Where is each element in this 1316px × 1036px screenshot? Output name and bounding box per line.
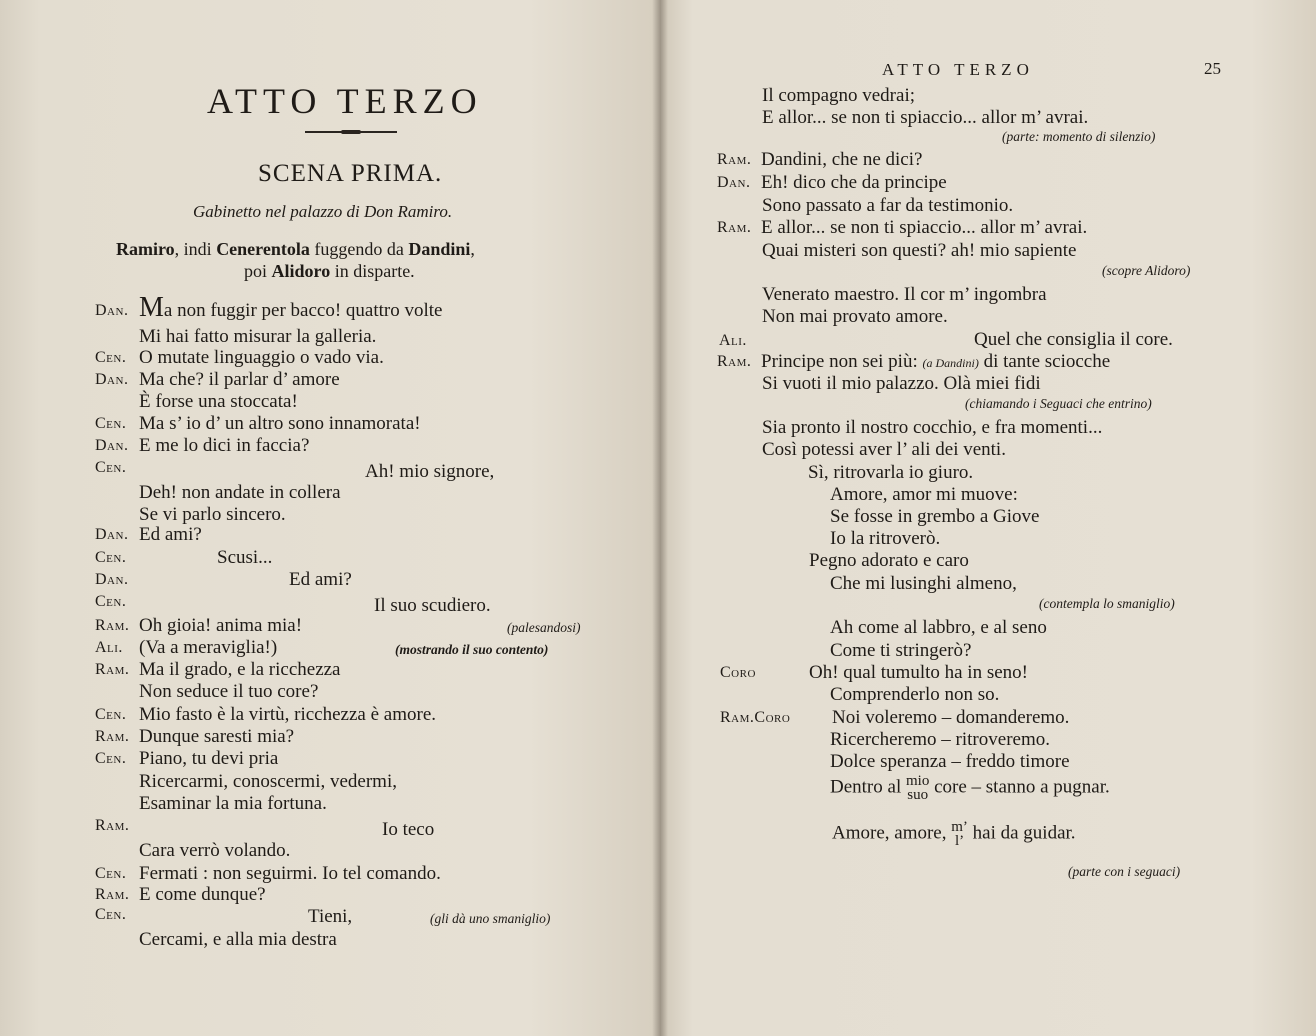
act-title: ATTO TERZO <box>207 81 483 121</box>
dialogue-line: Comprenderlo non so. <box>830 684 1000 705</box>
speaker: Cen. <box>95 593 127 610</box>
title-rule-ornament <box>341 130 361 134</box>
dialogue-line: E allor... se non ti spiaccio... allor m’ avrai. <box>761 217 1088 238</box>
dialogue-line: Sì, ritrovarla io giuro. <box>808 462 974 483</box>
speaker: Ali. <box>719 332 747 349</box>
dialogue-line: Se vi parlo sincero. <box>139 504 286 525</box>
speaker: Ali. <box>95 639 123 656</box>
dialogue-line: Così potessi aver l’ ali dei venti. <box>762 439 1006 460</box>
dialogue-line: Ricercarmi, conoscermi, vedermi, <box>139 771 397 792</box>
speaker-ram: Ram. <box>720 709 755 726</box>
line-text: core – stanno a pugnar. <box>934 776 1110 798</box>
dialogue-line: Ma il grado, e la ricchezza <box>139 659 341 680</box>
cast-name-alidoro: Alidoro <box>271 261 331 281</box>
speaker: Cen. <box>95 549 127 566</box>
dialogue-line: Cercami, e alla mia destra <box>139 929 337 950</box>
dialogue-line: E allor... se non ti spiaccio... allor m’ avrai. <box>762 107 1089 128</box>
dialogue-line: Piano, tu devi pria <box>139 748 279 769</box>
running-header: ATTO TERZO <box>882 60 1034 79</box>
speaker: Cen. <box>95 706 127 723</box>
dialogue-line: Dunque saresti mia? <box>139 726 295 747</box>
dialogue-line: Oh! qual tumulto ha in seno! <box>809 662 1028 683</box>
dialogue-line: Quai misteri son questi? ah! mio sapiente <box>762 240 1077 261</box>
speaker: Cen. <box>95 415 127 432</box>
stage-direction: (parte: momento di silenzio) <box>1002 129 1156 144</box>
dialogue-line: Dandini, che ne dici? <box>761 149 923 170</box>
cast-text: poi <box>244 261 272 281</box>
dialogue-line: Dolce speranza – freddo timore <box>830 751 1070 772</box>
line-text: Principe non sei più: <box>761 351 918 372</box>
dialogue-line: Se fosse in grembo a Giove <box>830 506 1040 527</box>
speaker: Ram. <box>717 219 752 236</box>
dialogue-line: Ed ami? <box>289 569 352 590</box>
dialogue-line: Ma s’ io d’ un altro sono innamorata! <box>139 413 421 434</box>
dialogue-line: E me lo dici in faccia? <box>139 435 310 456</box>
dialogue-line: Ma che? il parlar d’ amore <box>139 369 340 390</box>
cast-text: , <box>470 239 475 259</box>
speaker: Ram. <box>717 353 752 370</box>
dialogue-line: Sia pronto il nostro cocchio, e fra momenti... <box>762 417 1103 438</box>
line-text: hai da guidar. <box>972 822 1076 844</box>
alt-top: mio <box>905 773 930 789</box>
dialogue-line: Mi hai fatto misurar la galleria. <box>139 326 377 347</box>
cast-text: in disparte. <box>330 261 415 281</box>
alt-bottom: suo <box>907 787 929 804</box>
stacked-alternatives <box>951 820 968 849</box>
page-number: 25 <box>1204 59 1221 78</box>
cast-text: , indi <box>174 239 217 259</box>
dialogue-line: Io teco <box>382 819 435 840</box>
scene-setting: Gabinetto nel palazzo di Don Ramiro. <box>193 202 453 221</box>
dialogue-line: Pegno adorato e caro <box>809 550 969 571</box>
speaker: Ram. <box>717 151 752 168</box>
dialogue-line: Venerato maestro. Il cor m’ ingombra <box>762 284 1047 305</box>
line-text: a non fuggir per bacco! quattro volte <box>163 300 443 321</box>
speaker: Ram. <box>95 886 130 903</box>
stage-direction-inline: (a Dandini) <box>922 356 979 370</box>
book-gutter <box>652 0 668 1036</box>
dialogue-line: (Va a meraviglia!) <box>139 637 278 658</box>
cast-name-ramiro: Ramiro <box>116 239 175 259</box>
speaker: Cen. <box>95 906 127 923</box>
dialogue-line-stacked <box>830 774 1110 803</box>
cast-name-dandini: Dandini <box>408 239 471 259</box>
speaker: Ram. <box>95 617 130 634</box>
dialogue-line: Ah come al labbro, e al seno <box>830 617 1047 638</box>
dialogue-line-stacked <box>832 820 1076 849</box>
dialogue-line: Tieni, <box>308 906 353 927</box>
dialogue-line: Il suo scudiero. <box>374 595 491 616</box>
speaker: Dan. <box>95 302 129 319</box>
cast-name-cenerentola: Cenerentola <box>216 239 310 259</box>
stage-direction: (gli dà uno smaniglio) <box>430 911 551 926</box>
dialogue-line: Mio fasto è la virtù, ricchezza è amore. <box>139 704 436 725</box>
dialogue-line <box>761 351 1110 373</box>
dialogue-line: Cara verrò volando. <box>139 840 291 861</box>
dialogue-line: Amore, amor mi muove: <box>830 484 1018 505</box>
dialogue-line: Io la ritroverò. <box>830 528 941 549</box>
speaker: Cen. <box>95 750 127 767</box>
speaker: Coro <box>720 664 756 681</box>
dialogue-line: Sono passato a far da testimonio. <box>762 195 1014 216</box>
right-page <box>660 0 1316 1036</box>
stage-direction: (palesandosi) <box>507 620 581 635</box>
dialogue-line: Si vuoti il mio palazzo. Olà miei fidi <box>762 373 1041 394</box>
dialogue-line: Ed ami? <box>139 524 202 545</box>
dialogue-line: È forse una stoccata! <box>139 391 298 412</box>
stage-direction: (parte con i seguaci) <box>1068 864 1181 879</box>
dialogue-line: Oh gioia! anima mia! <box>139 615 303 636</box>
speaker: Dan. <box>95 571 129 588</box>
speaker: Cen. <box>95 349 127 366</box>
stage-direction: (chiamando i Seguaci che entrino) <box>965 396 1152 411</box>
dialogue-line: Che mi lusinghi almeno, <box>830 573 1017 594</box>
dialogue-line: Esaminar la mia fortuna. <box>139 793 327 814</box>
line-text: Amore, amore, <box>832 822 947 844</box>
stage-direction: (contempla lo smaniglio) <box>1039 596 1175 611</box>
speaker-coro: Coro <box>754 709 791 726</box>
speaker <box>720 709 790 727</box>
dialogue-line <box>139 294 442 322</box>
dialogue-line: Scusi... <box>217 547 273 568</box>
stacked-alternatives <box>906 774 929 803</box>
dialogue-line: E come dunque? <box>139 884 266 905</box>
alt-top: m’ <box>951 819 968 835</box>
speaker: Ram. <box>95 817 130 834</box>
speaker: Dan. <box>95 526 129 543</box>
dialogue-line: Deh! non andate in collera <box>139 482 341 503</box>
cast-line-1 <box>116 239 475 260</box>
scene-title: SCENA PRIMA. <box>258 160 443 187</box>
speaker: Ram. <box>95 661 130 678</box>
dialogue-line: Noi voleremo – domanderemo. <box>832 707 1070 728</box>
stage-direction: (mostrando il suo contento) <box>395 642 549 657</box>
speaker: Dan. <box>95 437 129 454</box>
dialogue-line: Come ti stringerò? <box>830 640 972 661</box>
speaker: Dan. <box>95 371 129 388</box>
stage-direction: (scopre Alidoro) <box>1102 263 1191 278</box>
dialogue-line: Non seduce il tuo core? <box>139 681 319 702</box>
cast-text: fuggendo da <box>309 239 409 259</box>
dialogue-line: Non mai provato amore. <box>762 306 948 327</box>
dialogue-line: Fermati : non seguirmi. Io tel comando. <box>139 863 441 884</box>
dialogue-line: Ah! mio signore, <box>365 461 495 482</box>
line-text: di tante sciocche <box>983 351 1111 372</box>
line-text: Dentro al <box>830 776 902 798</box>
dialogue-line: O mutate linguaggio o vado via. <box>139 347 384 368</box>
speaker: Dan. <box>717 174 751 191</box>
dialogue-line: Ricercheremo – ritroveremo. <box>830 729 1050 750</box>
drop-cap: M <box>139 292 164 323</box>
dialogue-line: Quel che consiglia il core. <box>974 329 1173 350</box>
cast-line-2 <box>244 261 415 282</box>
speaker: Cen. <box>95 459 127 476</box>
speaker: Cen. <box>95 865 127 882</box>
dialogue-line: Eh! dico che da principe <box>761 172 947 193</box>
dialogue-line: Il compagno vedrai; <box>762 85 916 106</box>
speaker: Ram. <box>95 728 130 745</box>
alt-bottom: l’ <box>954 833 965 850</box>
